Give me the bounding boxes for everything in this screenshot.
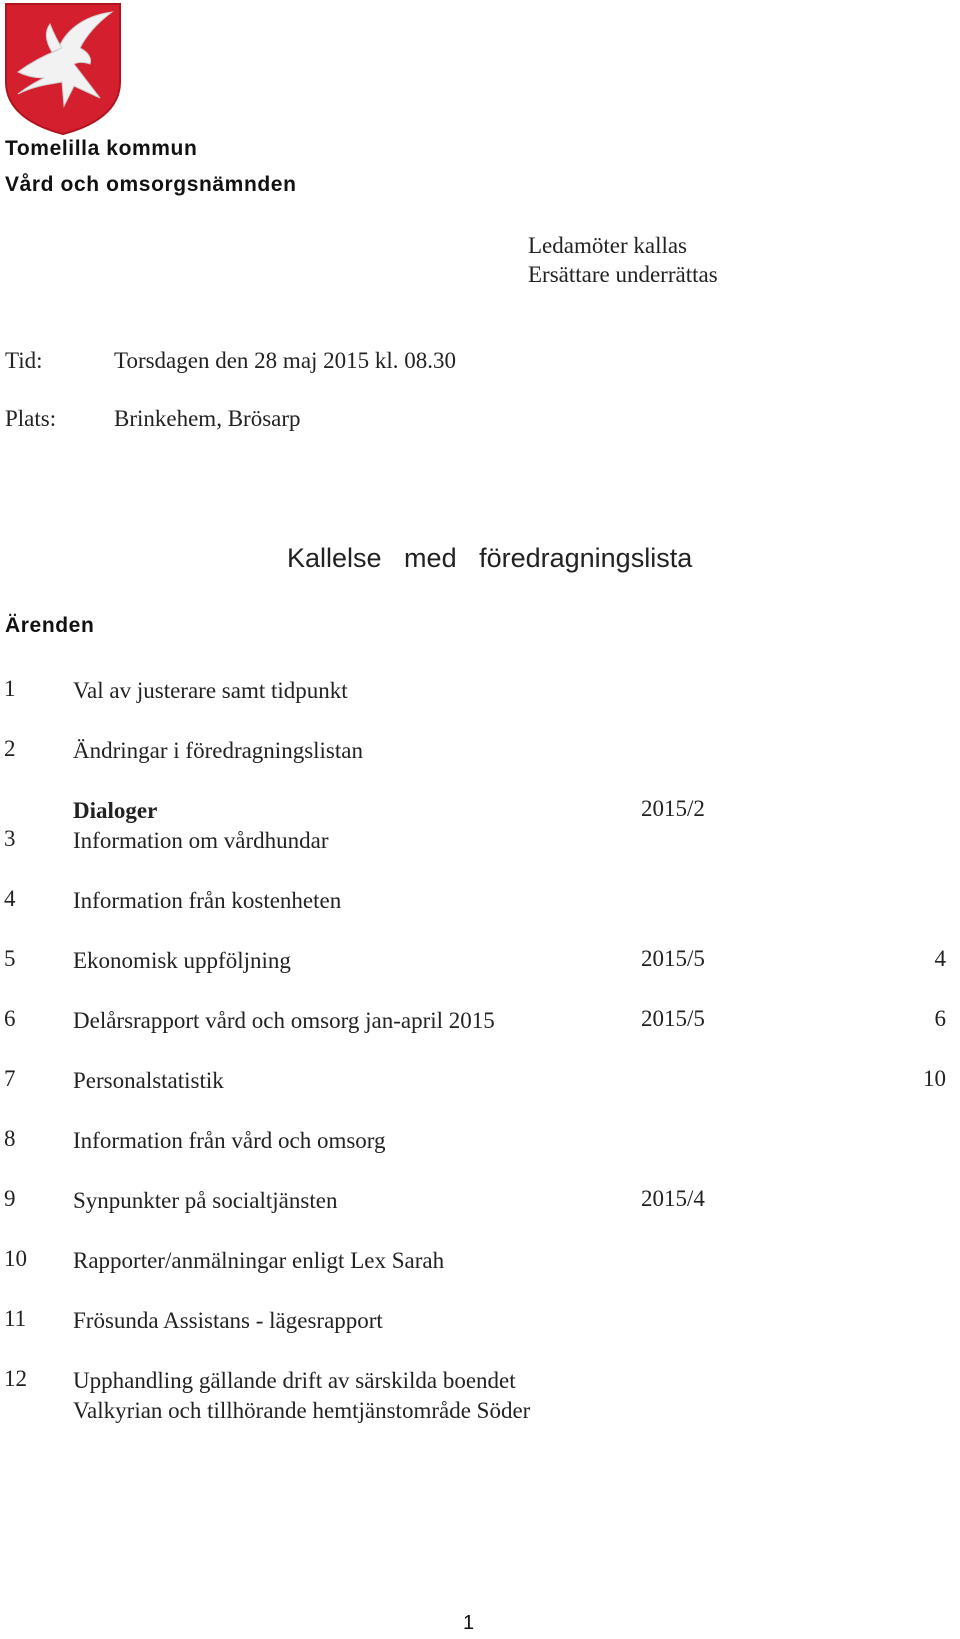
place-value: Brinkehem, Brösarp: [114, 406, 301, 431]
agenda-item: [0, 1066, 960, 1126]
agenda-item-title: Ändringar i föredragningslistan: [73, 738, 363, 763]
agenda-item: [0, 1306, 960, 1366]
agenda-item: [0, 1246, 960, 1306]
agenda-item-number: 4: [4, 886, 16, 911]
agenda-item-number: 8: [4, 1126, 16, 1151]
place-label: Plats:: [5, 406, 57, 431]
members-notice: Ledamöter kallas: [528, 233, 688, 258]
section-heading: Dialoger: [73, 798, 158, 823]
agenda-item-page: 6: [934, 1006, 946, 1031]
agenda-item-page: 4: [934, 946, 946, 971]
agenda-item-number: 5: [4, 946, 16, 971]
agenda-item-title: Frösunda Assistans - lägesrapport: [73, 1308, 383, 1333]
agenda-item-number: 12: [4, 1366, 27, 1391]
agenda-item-title: Personalstatistik: [73, 1068, 224, 1093]
agenda-item-title: Information från kostenheten: [73, 888, 342, 913]
section-diary-number: 2015/2: [641, 796, 705, 821]
agenda-item-title: Val av justerare samt tidpunkt: [73, 678, 348, 703]
agenda-item: [0, 1006, 960, 1066]
agenda-item-title: Ekonomisk uppföljning: [73, 948, 291, 973]
agenda-item-title: Rapporter/anmälningar enligt Lex Sarah: [73, 1248, 445, 1273]
agenda-item-number: 11: [4, 1306, 27, 1331]
agenda-item-title: Synpunkter på socialtjänsten: [73, 1188, 338, 1213]
agenda-item: [0, 826, 960, 886]
kite-bird-icon: [4, 2, 122, 136]
page-number: 1: [463, 1612, 475, 1634]
agenda-item-number: 3: [4, 826, 16, 851]
substitutes-notice: Ersättare underrättas: [528, 262, 718, 287]
agenda-heading: Ärenden: [5, 614, 95, 637]
agenda-item-title: Information från vård och omsorg: [73, 1128, 386, 1153]
agenda-item: [0, 886, 960, 946]
agenda-item-number: 2: [4, 736, 16, 761]
time-label: Tid:: [5, 348, 43, 373]
agenda-item-title: Delårsrapport vård och omsorg jan-april 2015: [73, 1008, 495, 1033]
municipal-crest-logo: [4, 2, 122, 136]
agenda-item-number: 9: [4, 1186, 16, 1211]
agenda-item-title-line2: Valkyrian och tillhörande hemtjänstområde Söder: [73, 1398, 531, 1423]
municipality-name: Tomelilla kommun: [5, 137, 198, 160]
agenda-item-diary-number: 2015/5: [641, 946, 705, 971]
agenda-item-page: 10: [923, 1066, 946, 1091]
agenda-item: [0, 736, 960, 796]
committee-name: Vård och omsorgsnämnden: [5, 173, 297, 196]
agenda-item-number: 1: [4, 676, 16, 701]
agenda-item-diary-number: 2015/4: [641, 1186, 705, 1211]
agenda-item-number: 7: [4, 1066, 16, 1091]
agenda-item-title: Information om vårdhundar: [73, 828, 329, 853]
agenda-item-number: 10: [4, 1246, 27, 1271]
agenda-item: [0, 676, 960, 736]
agenda-item: [0, 946, 960, 1006]
agenda-item: [0, 1366, 960, 1430]
agenda-item-number: 6: [4, 1006, 16, 1031]
agenda-item-diary-number: 2015/5: [641, 1006, 705, 1031]
agenda-item-title: Upphandling gällande drift av särskilda boendet: [73, 1368, 516, 1393]
agenda-item: [0, 1186, 960, 1246]
agenda-item: [0, 1126, 960, 1186]
time-value: Torsdagen den 28 maj 2015 kl. 08.30: [114, 348, 457, 373]
document-title: Kallelse med föredragningslista: [287, 543, 693, 573]
